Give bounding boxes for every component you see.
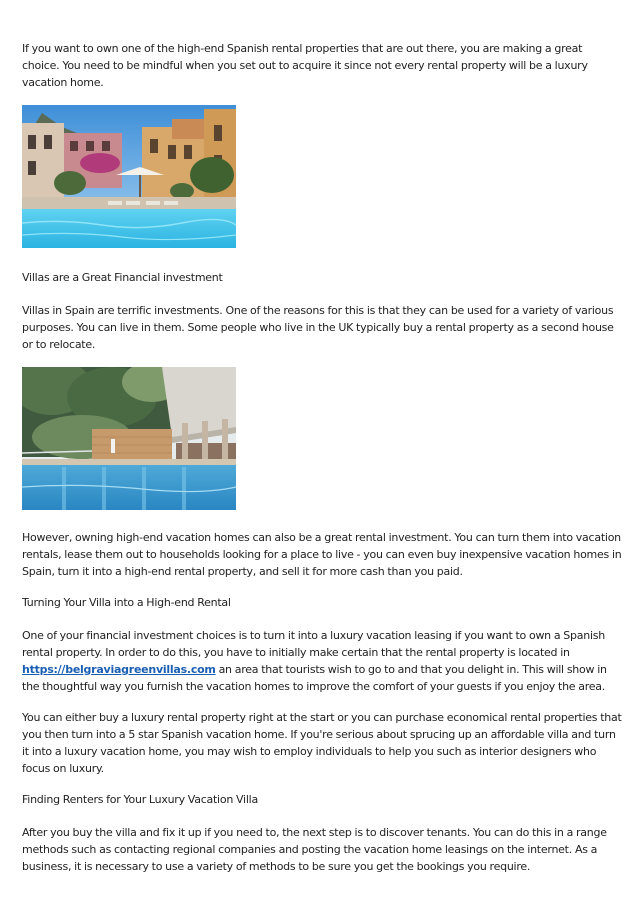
- villa-pool-photo-2: [22, 367, 236, 510]
- paragraph-luxury-leasing: [22, 627, 622, 695]
- belgravia-villas-link[interactable]: https://belgraviagreenvillas.com: [22, 663, 216, 676]
- paragraph-buy-luxury: You can either buy a luxury rental property right at the start or you can purchase economical rental properties that you then turn into a 5 star Spanish vacation home. If you're serious about sprucing up an affordable villa and turn it into a luxury vacation home, you may wish to employ individuals to help you such as interior designers who focus on luxury.: [22, 711, 622, 775]
- modern-villa-pool-image: [22, 367, 236, 510]
- heading-financial-investment: Villas are a Great Financial investment: [22, 271, 223, 284]
- heading-high-end-rental: Turning Your Villa into a High-end Rental: [22, 596, 231, 609]
- paragraph-text-before-link: One of your financial investment choices is to turn it into a luxury vacation leasing if you want to own a Spanish rental property. In order to do this, you have to initially make certain that the rental property is located in: [22, 629, 605, 659]
- document-body: [22, 40, 622, 875]
- paragraph-villas-investments: Villas in Spain are terrific investments. One of the reasons for this is that they can be used for a variety of various purposes. You can live in them. Some people who live in the UK typically buy a rental property as a second house or to relocate.: [22, 304, 614, 351]
- paragraph-rental-investment: However, owning high-end vacation homes can also be a great rental investment. You can turn them into vacation rentals, lease them out to households looking for a place to live - you can even buy inexpensive vacation homes in Spain, turn it into a high-end rental property, and sell it for more cash than you paid.: [22, 531, 622, 578]
- intro-paragraph: If you want to own one of the high-end Spanish rental properties that are out there, you are making a great choice. You need to be mindful when you set out to acquire it since not every rental property will be a luxury vacation home.: [22, 42, 588, 89]
- villa-courtyard-pool-image: [22, 105, 236, 248]
- paragraph-discover-tenants: After you buy the villa and fix it up if you need to, the next step is to discover tenants. You can do this in a range methods such as contacting regional companies and posting the vacation home leasings on the internet. As a business, it is necessary to use a variety of methods to be sure you get the bookings you require.: [22, 826, 607, 873]
- paragraph-text-after-link: an area that tourists wish to go to and that you delight in. This will show in the thoughtful way you furnish the vacation homes to improve the comfort of your guests if you enjoy the area.: [22, 663, 607, 693]
- villa-pool-photo-1: [22, 105, 236, 248]
- heading-finding-renters: Finding Renters for Your Luxury Vacation Villa: [22, 793, 258, 806]
